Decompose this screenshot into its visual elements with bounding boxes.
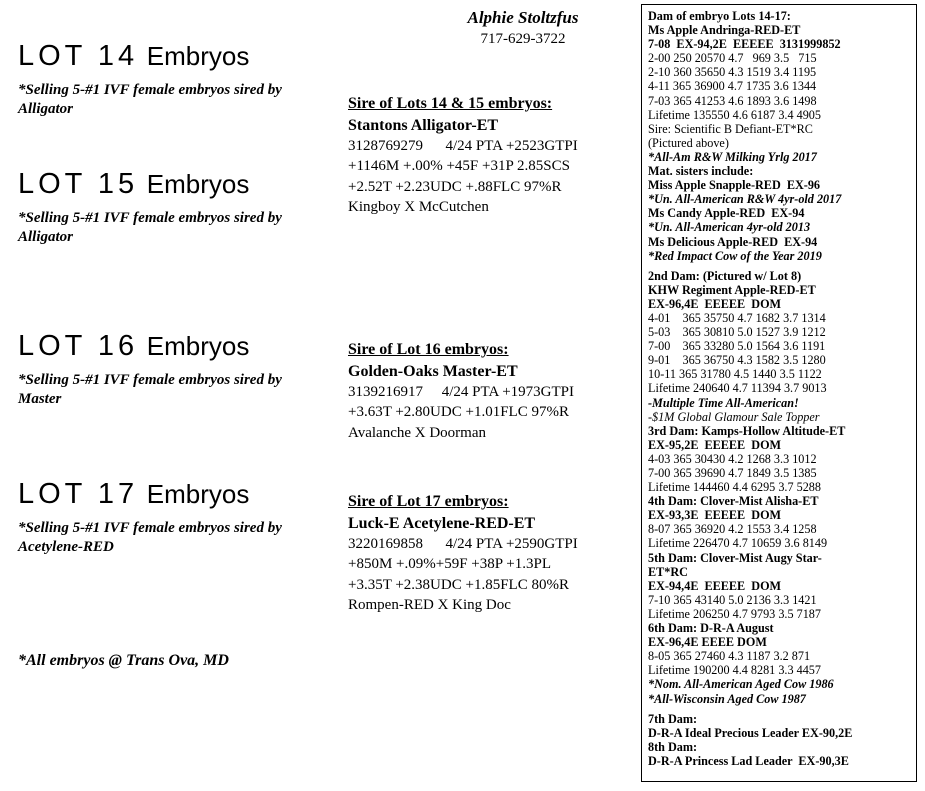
seller-info: [418, 8, 628, 49]
pedigree-line: EX-95,2E EEEEE DOM: [648, 437, 782, 452]
sire-detail-line: +3.63T +2.80UDC +1.01FLC 97%R: [348, 404, 569, 421]
sire-heading: Sire of Lot 17 embryos:: [348, 493, 509, 510]
sire-pedigree-line: Avalanche X Doorman: [348, 424, 487, 441]
sire-heading: Sire of Lot 16 embryos:: [348, 341, 509, 358]
pedigree-line: Sire: Scientific B Defiant-ET*RC: [648, 121, 813, 136]
lot-subtitle-17: *Selling 5-#1 IVF female embryos sired by Acetylene-RED: [18, 520, 282, 556]
lot-title-15: [18, 168, 318, 201]
pedigree-line: *All-Wisconsin Aged Cow 1987: [648, 691, 806, 706]
pedigree-line: Lifetime 190200 4.4 8281 3.3 4457: [648, 663, 821, 678]
lot-entry-17: [18, 478, 318, 557]
pedigree-line: Miss Apple Snapple-RED EX-96: [648, 178, 821, 193]
pedigree-line: 7-08 EX-94,2E EEEEE 3131999852: [648, 37, 841, 52]
pedigree-line: 2nd Dam: (Pictured w/ Lot 8): [648, 268, 802, 283]
pedigree-line: 4-11 365 36900 4.7 1735 3.6 1344: [648, 79, 817, 94]
lot-number-17: LOT 17: [18, 478, 139, 510]
pedigree-line: D-R-A Ideal Precious Leader EX-90,2E: [648, 725, 853, 740]
pedigree-line: *Un. All-American R&W 4yr-old 2017: [648, 192, 842, 207]
lot-subtitle-14: *Selling 5-#1 IVF female embryos sired by Alligator: [18, 82, 282, 118]
lot-title-14: [18, 40, 318, 73]
pedigree-line: 7th Dam:: [648, 711, 698, 726]
lot-kind-15: Embryos: [146, 169, 250, 199]
pedigree-line: *Un. All-American 4yr-old 2013: [648, 220, 811, 235]
pedigree-line: *Nom. All-American Aged Cow 1986: [648, 677, 834, 692]
lot-entry-15: [18, 168, 318, 247]
sire-detail-line: 3128769279 4/24 PTA +2523GTPI: [348, 138, 578, 155]
sire-name: Luck-E Acetylene-RED-ET: [348, 514, 536, 532]
pedigree-line: Ms Delicious Apple-RED EX-94: [648, 234, 818, 249]
lot-number-14: LOT 14: [18, 40, 139, 72]
pedigree-line: Lifetime 135550 4.6 6187 3.4 4905: [648, 107, 821, 122]
lot-kind-16: Embryos: [146, 331, 250, 361]
pedigree-line: 4-01 365 35750 4.7 1682 3.7 1314: [648, 310, 826, 325]
lot-kind-17: Embryos: [146, 479, 250, 509]
pedigree-line: 6th Dam: D-R-A August: [648, 621, 774, 636]
lot-number-15: LOT 15: [18, 168, 139, 200]
pedigree-line: Mat. sisters include:: [648, 164, 754, 179]
pedigree-line: 5-03 365 30810 5.0 1527 3.9 1212: [648, 325, 826, 340]
pedigree-line: Lifetime 226470 4.7 10659 3.6 8149: [648, 536, 828, 551]
lot-subtitle-16: *Selling 5-#1 IVF female embryos sired by Master: [18, 372, 282, 408]
pedigree-line: Lifetime 240640 4.7 11394 3.7 9013: [648, 381, 827, 396]
footer-note: *All embryos @ Trans Ova, MD: [18, 652, 229, 669]
pedigree-line: -$1M Global Glamour Sale Topper: [648, 409, 820, 424]
lot-title-17: [18, 478, 318, 511]
pedigree-line: EX-93,3E EEEEE DOM: [648, 508, 782, 523]
pedigree-line: EX-96,4E EEEE DOM: [648, 635, 767, 650]
pedigree-line: 7-10 365 43140 5.0 2136 3.3 1421: [648, 592, 817, 607]
sire-detail-line: +2.52T +2.23UDC +.88FLC 97%R: [348, 178, 562, 195]
sire-name: Stantons Alligator-ET: [348, 116, 499, 134]
pedigree-line: EX-96,4E EEEEE DOM: [648, 296, 782, 311]
pedigree-line: 9-01 365 36750 4.3 1582 3.5 1280: [648, 353, 826, 368]
sire-detail-line: +1146M +.00% +45F +31P 2.85SCS: [348, 158, 570, 175]
pedigree-line: -Multiple Time All-American!: [648, 395, 799, 410]
seller-name: Alphie Stoltzfus: [467, 8, 579, 27]
pedigree-line: 8-07 365 36920 4.2 1553 3.4 1258: [648, 522, 817, 537]
sire-block-lot-17: [348, 492, 638, 615]
pedigree-line: 5th Dam: Clover-Mist Augy Star-: [648, 550, 822, 565]
sire-block-lot-16: [348, 340, 638, 443]
lots-column: [18, 0, 628, 791]
sire-pedigree-line: Kingboy X McCutchen: [348, 198, 489, 215]
pedigree-line: 3rd Dam: Kamps-Hollow Altitude-ET: [648, 423, 846, 438]
pedigree-line: ET*RC: [648, 564, 688, 579]
pedigree-line: 7-00 365 33280 5.0 1564 3.6 1191: [648, 339, 826, 354]
pedigree-line: D-R-A Princess Lad Leader EX-90,3E: [648, 753, 849, 768]
pedigree-line: 10-11 365 31780 4.5 1440 3.5 1122: [648, 367, 822, 382]
sire-detail-line: 3139216917 4/24 PTA +1973GTPI: [348, 384, 575, 401]
pedigree-line: Ms Apple Andringa-RED-ET: [648, 23, 801, 38]
sire-detail-line: 3220169858 4/24 PTA +2590GTPI: [348, 536, 578, 553]
pedigree-line: 4-03 365 30430 4.2 1268 3.3 1012: [648, 451, 817, 466]
pedigree-line: KHW Regiment Apple-RED-ET: [648, 282, 816, 297]
sire-pedigree-line: Rompen-RED X King Doc: [348, 596, 511, 613]
sire-heading: Sire of Lots 14 & 15 embryos:: [348, 95, 553, 112]
lot-kind-14: Embryos: [146, 41, 250, 71]
sire-name: Golden-Oaks Master-ET: [348, 362, 518, 380]
pedigree-line: Lifetime 144460 4.4 6295 3.7 5288: [648, 480, 821, 495]
pedigree-panel: [641, 4, 917, 782]
lot-title-16: [18, 330, 318, 363]
pedigree-line: EX-94,4E EEEEE DOM: [648, 578, 782, 593]
pedigree-line: 7-00 365 39690 4.7 1849 3.5 1385: [648, 466, 817, 480]
pedigree-line: 8-05 365 27460 4.3 1187 3.2 871: [648, 649, 811, 664]
sire-detail-line: +850M +.09%+59F +38P +1.3PL: [348, 556, 552, 573]
sire-block-lots-14-15: [348, 94, 638, 217]
pedigree-line: 2-00 250 20570 4.7 969 3.5 715: [648, 51, 817, 66]
pedigree-line: Ms Candy Apple-RED EX-94: [648, 206, 805, 221]
pedigree-line: 7-03 365 41253 4.6 1893 3.6 1498: [648, 93, 817, 108]
pedigree-line: Dam of embryo Lots 14-17:: [648, 9, 791, 23]
lot-subtitle-15: *Selling 5-#1 IVF female embryos sired by Alligator: [18, 210, 282, 246]
pedigree-line: 8th Dam:: [648, 739, 698, 754]
seller-phone: 717-629-3722: [480, 30, 566, 47]
pedigree-line: 2-10 360 35650 4.3 1519 3.4 1195: [648, 65, 817, 80]
lot-entry-14: [18, 40, 318, 119]
sire-detail-line: +3.35T +2.38UDC +1.85FLC 80%R: [348, 576, 569, 593]
pedigree-line: (Pictured above): [648, 135, 729, 150]
lot-entry-16: [18, 330, 318, 409]
pedigree-line: *Red Impact Cow of the Year 2019: [648, 248, 822, 263]
pedigree-line: Lifetime 206250 4.7 9793 3.5 7187: [648, 606, 821, 621]
lot-number-16: LOT 16: [18, 330, 139, 362]
pedigree-line: *All-Am R&W Milking Yrlg 2017: [648, 149, 817, 164]
pedigree-line: 4th Dam: Clover-Mist Alisha-ET: [648, 494, 819, 509]
